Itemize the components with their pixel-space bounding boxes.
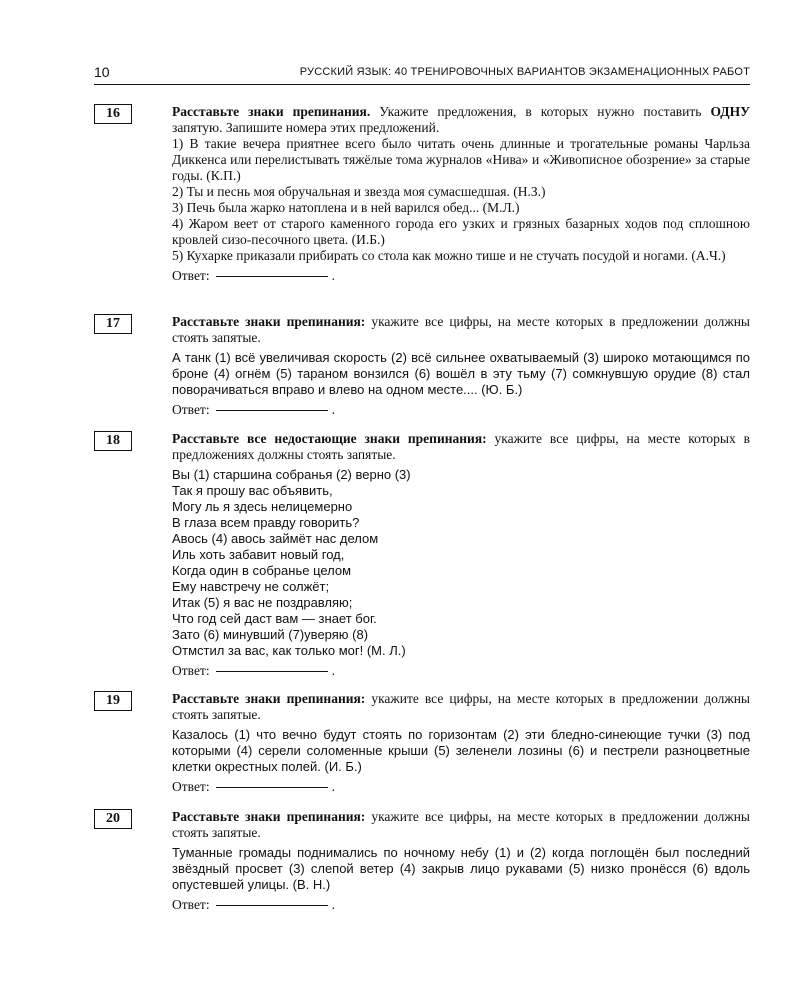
sentence-5: 5) Кухарке приказали прибирать со стола как можно тише и не стучать посудой и ногами. (А.Ч.) — [172, 248, 726, 263]
sentence-1: 1) В такие вечера приятнее всего было читать очень длинные и трогательные романы Чарльза Диккенса или перелистывать тяжёлые тома журналов «Нива» и «Живописное обозрение» за старые годы. (К.П.) — [172, 136, 750, 183]
instruction-text: укажите все цифры, на месте которых в предложении должны стоять запятые. — [172, 314, 750, 345]
verse-line: Ему навстречу не солжёт; — [172, 579, 330, 594]
instruction-bold: Расставьте знаки препинания. — [172, 104, 371, 119]
task-text: Туманные громады поднимались по ночному небу (1) и (2) когда поглощён был последний звёздный просвет (3) слепой ветер (4) закрыв лицо рукавами (5) низко пронёсся (6) вдоль опустевшей улицы. (В. Н.) — [172, 845, 750, 892]
instruction-bold: Расставьте все недостающие знаки препинания: — [172, 431, 487, 446]
task-content — [172, 314, 750, 418]
answer-end: . — [331, 268, 335, 283]
verse-line: Зато (6) минувший (7)уверяю (8) — [172, 627, 369, 642]
answer-label: Ответ: — [172, 268, 210, 283]
task-content — [172, 809, 750, 913]
instruction-bold: Расставьте знаки препинания: — [172, 809, 366, 824]
answer-field[interactable] — [216, 671, 328, 672]
verse-line: Так я прошу вас объявить, — [172, 483, 333, 498]
answer-label: Ответ: — [172, 663, 210, 678]
verse-line: Вы (1) старшина собранья (2) верно (3) — [172, 467, 411, 482]
answer-end: . — [331, 779, 335, 794]
instruction-text: укажите все цифры, на месте которых в предложении должны стоять запятые. — [172, 809, 750, 840]
instruction-text: укажите все цифры, на месте которых в предложении должны стоять запятые. — [172, 691, 750, 722]
answer-label: Ответ: — [172, 779, 210, 794]
verse-line: В глаза всем правду говорить? — [172, 515, 360, 530]
task-number: 20 — [94, 809, 132, 829]
page-number: 10 — [94, 64, 110, 80]
answer-end: . — [331, 402, 335, 417]
answer-field[interactable] — [216, 905, 328, 906]
answer-row — [172, 663, 750, 679]
instruction-text: укажите все цифры, на месте которых в предложениях должны стоять запятые. — [172, 431, 750, 462]
sentence-3: 3) Печь была жарко натоплена и в ней варился обед... (М.Л.) — [172, 200, 520, 215]
task-text: Казалось (1) что вечно будут стоять по горизонтам (2) эти бледно-синеющие тучки (3) под которыми (4) серели соломенные крыши (5) зеленели лозины (6) и пестрели разноцветные клетки окрестных полей. (И. Б.) — [172, 727, 750, 774]
sentence-4: 4) Жаром веет от старого каменного города его узких и грязных базарных ходов под сплошною кровлей сизо-песочного цвета. (И.Б.) — [172, 216, 750, 247]
verse-line: Иль хоть забавит новый год, — [172, 547, 345, 562]
instruction-text: Укажите предложения, в которых нужно поставить — [370, 104, 711, 119]
answer-field[interactable] — [216, 276, 328, 277]
verse-line: Авось (4) авось займёт нас делом — [172, 531, 379, 546]
verse-line: Что год сей даст вам — знает бог. — [172, 611, 377, 626]
answer-field[interactable] — [216, 410, 328, 411]
answer-label: Ответ: — [172, 402, 210, 417]
task-number: 18 — [94, 431, 132, 451]
task-instruction — [172, 314, 750, 346]
answer-row — [172, 402, 750, 418]
instruction-bold-one: ОДНУ — [710, 104, 750, 119]
task-number: 19 — [94, 691, 132, 711]
answer-label: Ответ: — [172, 897, 210, 912]
task-number: 17 — [94, 314, 132, 334]
task-text: А танк (1) всё увеличивая скорость (2) всё сильнее охватываемый (3) широко мотающимся по броне (4) огнём (5) тараном вонзился (6) вошёл в эту тьму (7) сомкнувшую орудие (8) стал поворачиваться вправо и влево на одном месте.... (Ю. Б.) — [172, 350, 750, 397]
verse-line: Отмстил за вас, как только мог! (М. Л.) — [172, 643, 406, 658]
answer-end: . — [331, 897, 335, 912]
book-title: РУССКИЙ ЯЗЫК: 40 ТРЕНИРОВОЧНЫХ ВАРИАНТОВ ЭКЗАМЕНАЦИОННЫХ РАБОТ — [299, 66, 750, 78]
page-header — [94, 62, 750, 85]
instruction-text: запятую. Запишите номера этих предложений. — [172, 120, 440, 135]
task-content — [172, 431, 750, 679]
answer-end: . — [331, 663, 335, 678]
answer-row — [172, 897, 750, 913]
sentence-2: 2) Ты и песнь моя обручальная и звезда моя сумасшедшая. (Н.З.) — [172, 184, 546, 199]
verse-line: Могу ль я здесь нелицемерно — [172, 499, 353, 514]
task-content — [172, 691, 750, 795]
task-content — [172, 104, 750, 284]
task-instruction — [172, 104, 750, 136]
instruction-bold: Расставьте знаки препинания: — [172, 691, 366, 706]
task-instruction — [172, 691, 750, 723]
verse-line: Когда один в собранье целом — [172, 563, 352, 578]
task-number: 16 — [94, 104, 132, 124]
answer-field[interactable] — [216, 787, 328, 788]
task-instruction — [172, 431, 750, 463]
answer-row — [172, 268, 750, 284]
instruction-bold: Расставьте знаки препинания: — [172, 314, 366, 329]
answer-row — [172, 779, 750, 795]
poem-verse — [172, 467, 750, 659]
task-instruction — [172, 809, 750, 841]
verse-line: Итак (5) я вас не поздравляю; — [172, 595, 353, 610]
